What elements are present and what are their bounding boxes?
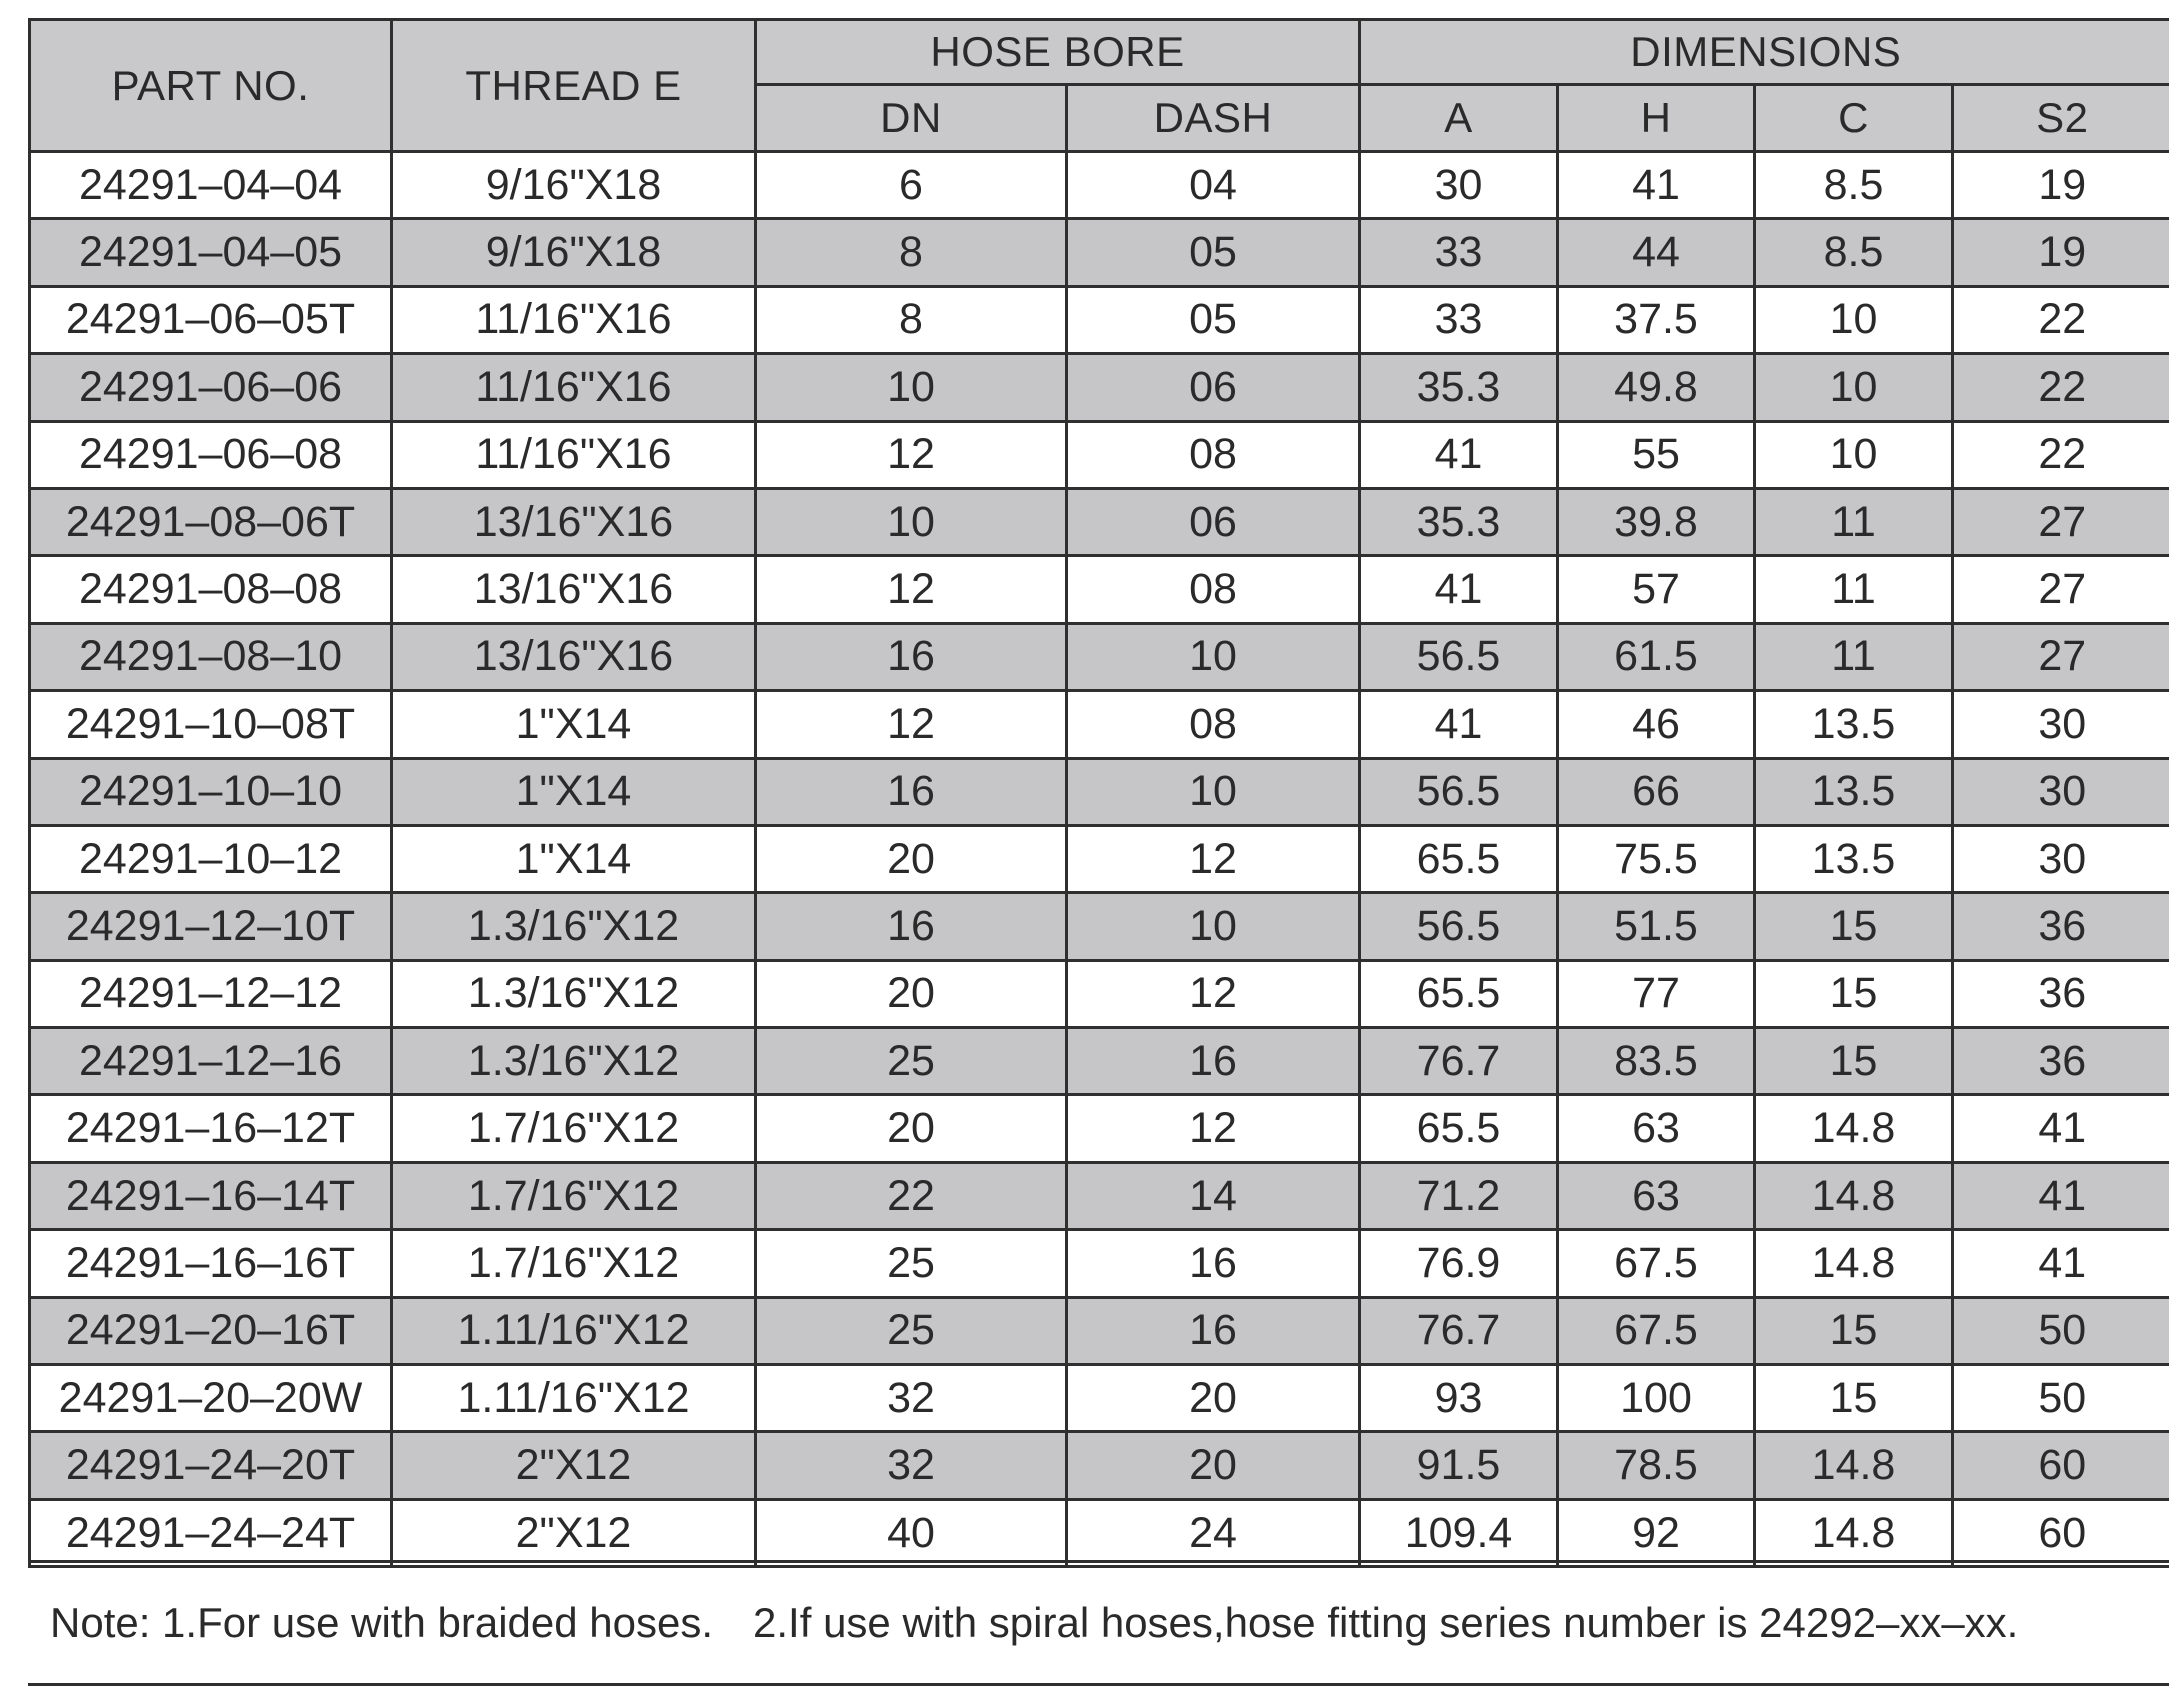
cell-h: 67.5 [1558, 1297, 1755, 1364]
cell-h: 77 [1558, 960, 1755, 1027]
cell-thread: 1.11/16"X12 [392, 1365, 756, 1432]
cell-dn: 20 [756, 960, 1067, 1027]
cell-h: 63 [1558, 1162, 1755, 1229]
cell-part-no: 24291–12–12 [30, 960, 392, 1027]
cell-dash: 20 [1067, 1432, 1360, 1499]
cell-a: 65.5 [1360, 825, 1558, 892]
cell-dn: 16 [756, 623, 1067, 690]
cell-a: 56.5 [1360, 893, 1558, 960]
cell-thread: 1.7/16"X12 [392, 1095, 756, 1162]
cell-s2: 22 [1953, 286, 2169, 353]
cell-s2: 41 [1953, 1162, 2169, 1229]
cell-c: 10 [1755, 354, 1953, 421]
cell-part-no: 24291–10–08T [30, 691, 392, 758]
cell-part-no: 24291–10–12 [30, 825, 392, 892]
cell-part-no: 24291–16–14T [30, 1162, 392, 1229]
cell-a: 56.5 [1360, 758, 1558, 825]
cell-a: 76.7 [1360, 1028, 1558, 1095]
cell-c: 14.8 [1755, 1162, 1953, 1229]
table-row [30, 421, 2169, 488]
cell-dn: 10 [756, 488, 1067, 555]
cell-part-no: 24291–06–06 [30, 354, 392, 421]
spec-sheet [28, 18, 2169, 1690]
cell-c: 10 [1755, 286, 1953, 353]
cell-c: 11 [1755, 488, 1953, 555]
cell-h: 66 [1558, 758, 1755, 825]
cell-part-no: 24291–04–05 [30, 219, 392, 286]
header-dn: DN [756, 85, 1067, 152]
table-row [30, 691, 2169, 758]
cell-s2: 36 [1953, 893, 2169, 960]
cell-thread: 11/16"X16 [392, 421, 756, 488]
cell-dash: 16 [1067, 1297, 1360, 1364]
cell-dash: 10 [1067, 893, 1360, 960]
cell-dn: 25 [756, 1028, 1067, 1095]
cell-a: 91.5 [1360, 1432, 1558, 1499]
cell-s2: 27 [1953, 488, 2169, 555]
cell-c: 15 [1755, 960, 1953, 1027]
cell-h: 100 [1558, 1365, 1755, 1432]
cell-a: 65.5 [1360, 1095, 1558, 1162]
table-row [30, 893, 2169, 960]
cell-s2: 60 [1953, 1499, 2169, 1566]
cell-a: 71.2 [1360, 1162, 1558, 1229]
cell-s2: 19 [1953, 219, 2169, 286]
cell-dn: 40 [756, 1499, 1067, 1566]
cell-dn: 12 [756, 691, 1067, 758]
cell-part-no: 24291–20–20W [30, 1365, 392, 1432]
cell-s2: 50 [1953, 1297, 2169, 1364]
footnote-braided: Note: 1.For use with braided hoses. [50, 1599, 714, 1646]
cell-thread: 1.3/16"X12 [392, 1028, 756, 1095]
cell-c: 13.5 [1755, 825, 1953, 892]
cell-s2: 27 [1953, 556, 2169, 623]
cell-s2: 60 [1953, 1432, 2169, 1499]
cell-part-no: 24291–08–10 [30, 623, 392, 690]
cell-s2: 41 [1953, 1230, 2169, 1297]
cell-h: 75.5 [1558, 825, 1755, 892]
cell-thread: 13/16"X16 [392, 488, 756, 555]
cell-h: 92 [1558, 1499, 1755, 1566]
cell-c: 14.8 [1755, 1095, 1953, 1162]
cell-dash: 10 [1067, 758, 1360, 825]
cell-h: 61.5 [1558, 623, 1755, 690]
fitting-spec-table [28, 18, 2169, 1568]
cell-dn: 32 [756, 1432, 1067, 1499]
table-row [30, 1499, 2169, 1566]
cell-dash: 14 [1067, 1162, 1360, 1229]
header-s2: S2 [1953, 85, 2169, 152]
cell-part-no: 24291–08–08 [30, 556, 392, 623]
cell-dash: 16 [1067, 1028, 1360, 1095]
cell-thread: 13/16"X16 [392, 623, 756, 690]
header-thread: THREAD E [392, 20, 756, 152]
cell-thread: 9/16"X18 [392, 219, 756, 286]
cell-c: 11 [1755, 556, 1953, 623]
cell-a: 33 [1360, 286, 1558, 353]
cell-a: 33 [1360, 219, 1558, 286]
cell-a: 93 [1360, 1365, 1558, 1432]
cell-dash: 12 [1067, 825, 1360, 892]
cell-part-no: 24291–12–16 [30, 1028, 392, 1095]
cell-s2: 36 [1953, 960, 2169, 1027]
cell-s2: 27 [1953, 623, 2169, 690]
table-row [30, 1095, 2169, 1162]
cell-s2: 41 [1953, 1095, 2169, 1162]
cell-thread: 1.7/16"X12 [392, 1230, 756, 1297]
cell-s2: 30 [1953, 825, 2169, 892]
cell-c: 15 [1755, 1297, 1953, 1364]
cell-dash: 12 [1067, 960, 1360, 1027]
cell-thread: 1.11/16"X12 [392, 1297, 756, 1364]
cell-c: 8.5 [1755, 152, 1953, 219]
table-row [30, 286, 2169, 353]
cell-h: 57 [1558, 556, 1755, 623]
cell-part-no: 24291–20–16T [30, 1297, 392, 1364]
cell-dn: 32 [756, 1365, 1067, 1432]
cell-a: 76.9 [1360, 1230, 1558, 1297]
cell-h: 67.5 [1558, 1230, 1755, 1297]
cell-a: 76.7 [1360, 1297, 1558, 1364]
cell-dash: 08 [1067, 556, 1360, 623]
header-a: A [1360, 85, 1558, 152]
cell-thread: 11/16"X16 [392, 354, 756, 421]
cell-part-no: 24291–10–10 [30, 758, 392, 825]
cell-dn: 25 [756, 1297, 1067, 1364]
table-row [30, 1162, 2169, 1229]
cell-dn: 12 [756, 556, 1067, 623]
cell-a: 41 [1360, 691, 1558, 758]
cell-c: 14.8 [1755, 1432, 1953, 1499]
cell-a: 65.5 [1360, 960, 1558, 1027]
cell-thread: 1.7/16"X12 [392, 1162, 756, 1229]
cell-h: 78.5 [1558, 1432, 1755, 1499]
cell-c: 10 [1755, 421, 1953, 488]
table-row [30, 960, 2169, 1027]
cell-h: 37.5 [1558, 286, 1755, 353]
cell-c: 11 [1755, 623, 1953, 690]
cell-part-no: 24291–16–16T [30, 1230, 392, 1297]
cell-dash: 04 [1067, 152, 1360, 219]
cell-a: 30 [1360, 152, 1558, 219]
cell-dash: 12 [1067, 1095, 1360, 1162]
cell-a: 41 [1360, 556, 1558, 623]
cell-s2: 50 [1953, 1365, 2169, 1432]
cell-part-no: 24291–24–24T [30, 1499, 392, 1566]
cell-s2: 30 [1953, 691, 2169, 758]
footnote-spiral: 2.If use with spiral hoses,hose fitting series number is 24292–xx–xx. [753, 1599, 2019, 1646]
cell-a: 35.3 [1360, 354, 1558, 421]
cell-a: 41 [1360, 421, 1558, 488]
cell-dash: 08 [1067, 421, 1360, 488]
cell-thread: 1.3/16"X12 [392, 960, 756, 1027]
table-row [30, 1365, 2169, 1432]
cell-dn: 25 [756, 1230, 1067, 1297]
cell-s2: 22 [1953, 421, 2169, 488]
cell-part-no: 24291–06–08 [30, 421, 392, 488]
table-row [30, 758, 2169, 825]
cell-dash: 24 [1067, 1499, 1360, 1566]
header-hose-bore: HOSE BORE [756, 20, 1360, 85]
cell-a: 109.4 [1360, 1499, 1558, 1566]
cell-s2: 22 [1953, 354, 2169, 421]
table-row [30, 488, 2169, 555]
cell-thread: 1"X14 [392, 691, 756, 758]
cell-dash: 06 [1067, 354, 1360, 421]
header-dimensions: DIMENSIONS [1360, 20, 2169, 85]
cell-a: 56.5 [1360, 623, 1558, 690]
cell-h: 83.5 [1558, 1028, 1755, 1095]
cell-part-no: 24291–24–20T [30, 1432, 392, 1499]
table-row [30, 1432, 2169, 1499]
cell-dn: 20 [756, 825, 1067, 892]
table-row [30, 623, 2169, 690]
table-row [30, 219, 2169, 286]
cell-c: 13.5 [1755, 691, 1953, 758]
cell-part-no: 24291–08–06T [30, 488, 392, 555]
cell-h: 55 [1558, 421, 1755, 488]
cell-thread: 1.3/16"X12 [392, 893, 756, 960]
cell-h: 39.8 [1558, 488, 1755, 555]
cell-thread: 1"X14 [392, 825, 756, 892]
cell-dash: 16 [1067, 1230, 1360, 1297]
cell-a: 35.3 [1360, 488, 1558, 555]
cell-thread: 2"X12 [392, 1499, 756, 1566]
cell-c: 15 [1755, 893, 1953, 960]
cell-dn: 6 [756, 152, 1067, 219]
cell-thread: 2"X12 [392, 1432, 756, 1499]
cell-part-no: 24291–04–04 [30, 152, 392, 219]
cell-dash: 06 [1067, 488, 1360, 555]
table-body [30, 152, 2169, 1567]
cell-dn: 10 [756, 354, 1067, 421]
table-row [30, 825, 2169, 892]
header-h: H [1558, 85, 1755, 152]
cell-s2: 30 [1953, 758, 2169, 825]
cell-dn: 16 [756, 758, 1067, 825]
cell-dn: 20 [756, 1095, 1067, 1162]
footnote [28, 1560, 2169, 1686]
table-row [30, 1230, 2169, 1297]
cell-part-no: 24291–12–10T [30, 893, 392, 960]
cell-c: 13.5 [1755, 758, 1953, 825]
cell-dash: 08 [1067, 691, 1360, 758]
header-dash: DASH [1067, 85, 1360, 152]
cell-h: 49.8 [1558, 354, 1755, 421]
cell-thread: 1"X14 [392, 758, 756, 825]
table-row [30, 556, 2169, 623]
cell-c: 8.5 [1755, 219, 1953, 286]
cell-dash: 10 [1067, 623, 1360, 690]
cell-dash: 05 [1067, 219, 1360, 286]
cell-c: 14.8 [1755, 1499, 1953, 1566]
cell-part-no: 24291–16–12T [30, 1095, 392, 1162]
cell-dash: 05 [1067, 286, 1360, 353]
cell-h: 44 [1558, 219, 1755, 286]
cell-thread: 13/16"X16 [392, 556, 756, 623]
cell-c: 14.8 [1755, 1230, 1953, 1297]
cell-part-no: 24291–06–05T [30, 286, 392, 353]
cell-s2: 19 [1953, 152, 2169, 219]
cell-h: 46 [1558, 691, 1755, 758]
cell-dash: 20 [1067, 1365, 1360, 1432]
cell-h: 41 [1558, 152, 1755, 219]
table-row [30, 1297, 2169, 1364]
cell-c: 15 [1755, 1028, 1953, 1095]
cell-h: 63 [1558, 1095, 1755, 1162]
cell-dn: 8 [756, 286, 1067, 353]
header-part-no: PART NO. [30, 20, 392, 152]
table-row [30, 152, 2169, 219]
cell-s2: 36 [1953, 1028, 2169, 1095]
cell-thread: 9/16"X18 [392, 152, 756, 219]
cell-h: 51.5 [1558, 893, 1755, 960]
cell-dn: 12 [756, 421, 1067, 488]
cell-dn: 22 [756, 1162, 1067, 1229]
table-row [30, 354, 2169, 421]
cell-c: 15 [1755, 1365, 1953, 1432]
cell-thread: 11/16"X16 [392, 286, 756, 353]
cell-dn: 16 [756, 893, 1067, 960]
cell-dn: 8 [756, 219, 1067, 286]
header-c: C [1755, 85, 1953, 152]
table-row [30, 1028, 2169, 1095]
